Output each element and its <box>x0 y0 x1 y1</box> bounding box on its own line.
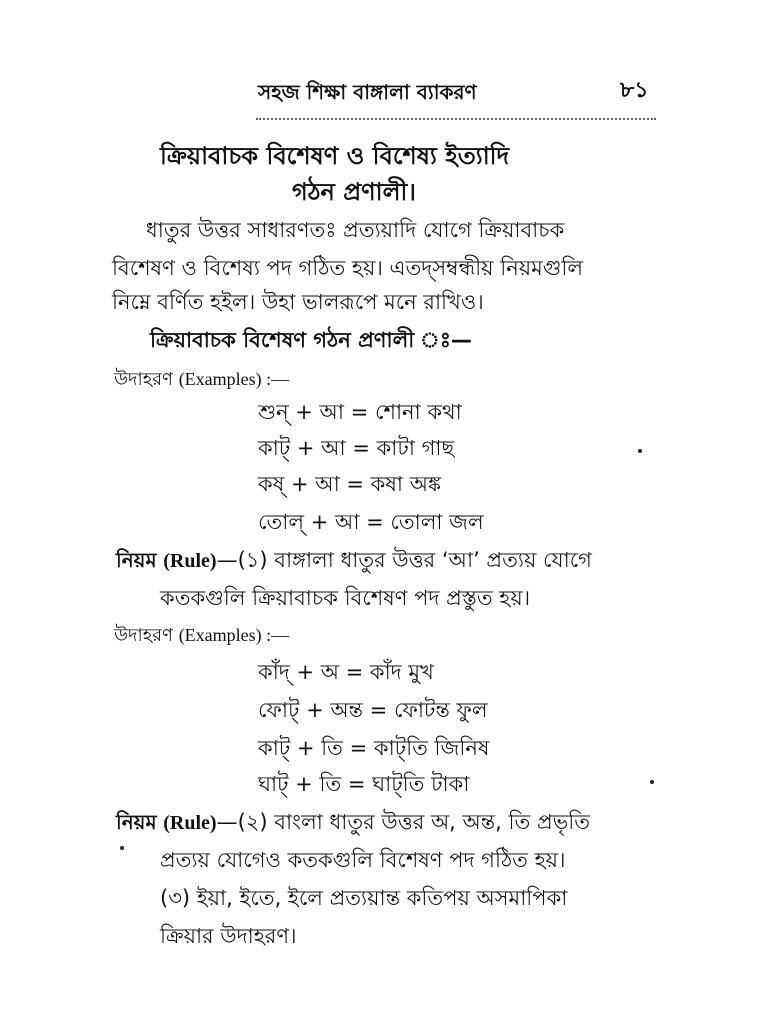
rule-label-bn: নিয়ম <box>116 548 157 572</box>
example-item: কাঁদ্‌ + অ = কাঁদ মুখ <box>258 660 434 684</box>
examples-label-en: (Examples) :— <box>178 369 290 389</box>
examples-label-en: (Examples) :— <box>178 625 290 645</box>
example-item: ফোট্‌ + অন্ত = ফোটন্ত ফুল <box>258 698 488 722</box>
example-item: কাট্‌ + তি = কাট্‌তি জিনিষ <box>258 736 490 760</box>
page-number: ৮১ <box>620 78 649 103</box>
rule-2-line-2: প্রত্যয় যোগেও কতকগুলি বিশেষণ পদ গঠিত হয়। <box>160 848 566 872</box>
example-item: কষ্‌ + আ = কষা অঙ্ক <box>258 472 442 496</box>
example-item: কাট্‌ + আ = কাটা গাছ <box>258 436 455 460</box>
examples-label-bn: উদাহরণ <box>114 625 173 646</box>
intro-line-2: বিশেষণ ও বিশেষ্য পদ গঠিত হয়। এতদ্‌সম্বন্ধীয় নিয়মগুলি <box>112 256 584 280</box>
print-speck <box>120 846 124 850</box>
section-heading-line1: ক্রিয়াবাচক বিশেষণ ও বিশেষ্য ইত্যাদি <box>160 142 510 170</box>
header-divider <box>256 118 656 120</box>
rule-2-line-3: (৩) ইয়া, ইতে, ইলে প্রত্যয়ান্ত কতিপয় অসমাপিকা <box>160 886 568 910</box>
section-heading-line2: গঠন প্রণালী। <box>292 178 416 206</box>
rule-label-en: (Rule) <box>163 812 217 834</box>
print-speck <box>650 780 654 784</box>
examples-label-1 <box>114 370 289 389</box>
print-speck <box>638 449 642 453</box>
running-header-title: সহজ শিক্ষা বাঙ্গালা ব্যাকরণ <box>258 80 477 104</box>
examples-label-bn: উদাহরণ <box>114 369 173 390</box>
intro-line-3: নিম্নে বর্ণিত হইল। উহা ভালরূপে মনে রাখিও। <box>112 290 484 314</box>
rule-2-text: —(২) বাংলা ধাতুর উত্তর অ, অন্ত, তি প্রভৃতি <box>216 810 591 834</box>
rule-1-line-2: কতকগুলি ক্রিয়াবাচক বিশেষণ পদ প্রস্তুত হয়। <box>160 586 531 610</box>
rule-label-bn: নিয়ম <box>116 810 157 834</box>
rule-label-en: (Rule) <box>163 550 217 572</box>
example-item: ঘাট্‌ + তি = ঘাট্‌তি টাকা <box>258 772 470 796</box>
rule-2-line-1 <box>116 812 590 833</box>
rule-1-line-1 <box>116 550 592 571</box>
example-item: শুন্‌ + আ = শোনা কথা <box>258 400 462 424</box>
examples-label-2 <box>114 626 289 645</box>
intro-line-1: ধাতুর উত্তর সাধারণতঃ প্রত্যয়াদি যোগে ক্রিয়াবাচক <box>146 218 565 242</box>
rule-1-text: —(১) বাঙ্গালা ধাতুর উত্তর ‘আ’ প্রত্যয় যোগে <box>216 548 592 572</box>
example-item: তোল্‌ + আ = তোলা জল <box>258 510 484 534</box>
rule-2-line-4: ক্রিয়ার উদাহরণ। <box>160 924 297 948</box>
subsection-heading: ক্রিয়াবাচক বিশেষণ গঠন প্রণালী ঃ— <box>150 328 472 352</box>
